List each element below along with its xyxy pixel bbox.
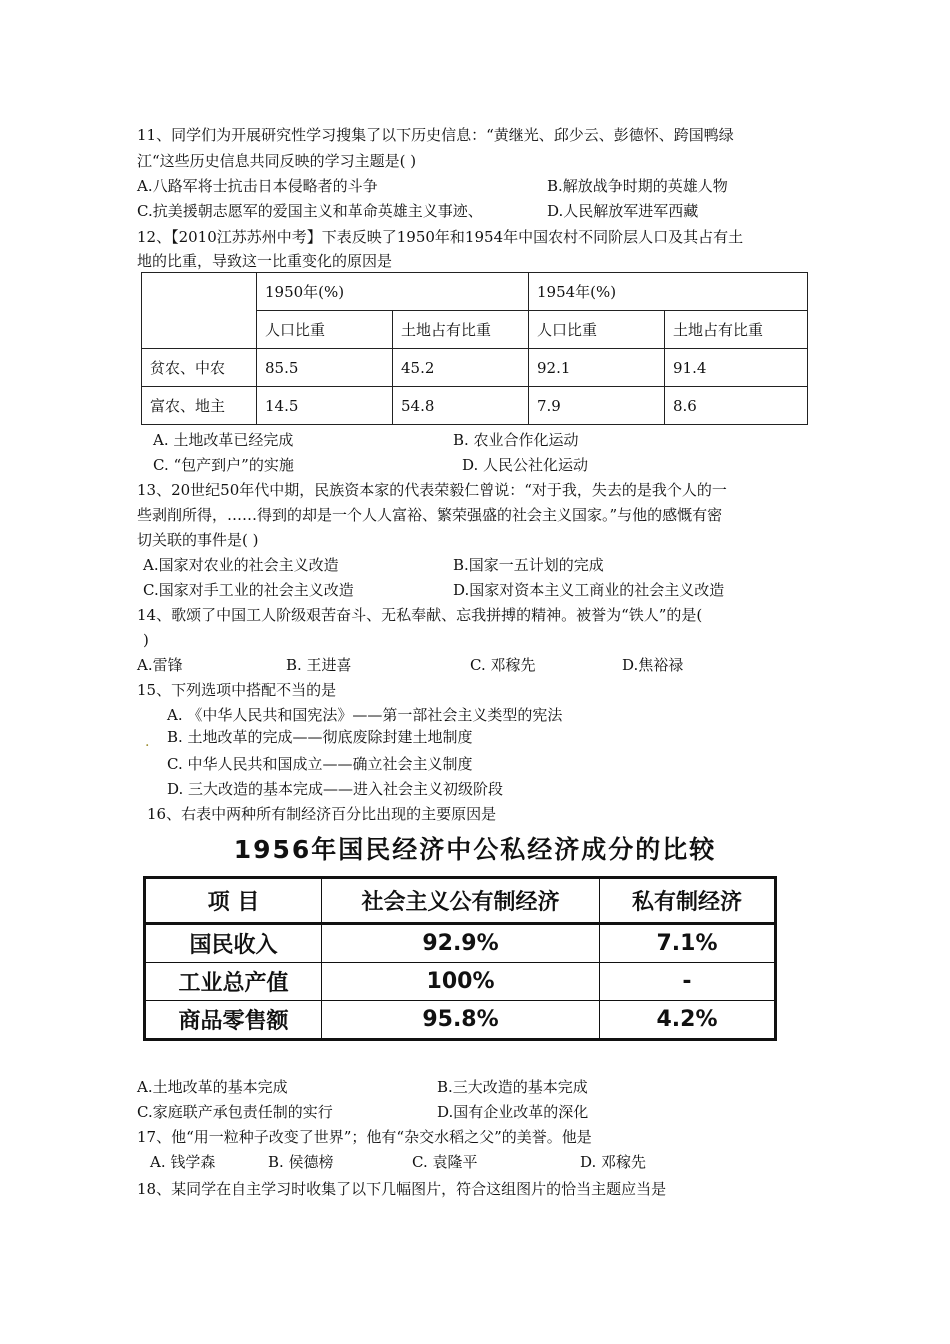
land-ratio-header: 土地占有比重 xyxy=(393,311,529,349)
q11-option-d: D.人民解放军进军西藏 xyxy=(547,202,699,220)
q13-stem-line3: 切关联的事件是( ) xyxy=(137,531,259,549)
q14-stem-line2: ) xyxy=(143,631,149,649)
population-ratio-header: 人口比重 xyxy=(257,311,393,349)
private-value: - xyxy=(600,963,776,1001)
table-cell: 45.2 xyxy=(393,349,529,387)
table-cell: 85.5 xyxy=(257,349,393,387)
q11-option-b: B.解放战争时期的英雄人物 xyxy=(547,177,728,195)
table-row xyxy=(145,963,776,1001)
q12-stem-line1: 12、【2010江苏苏州中考】下表反映了1950年和1954年中国农村不同阶层人口及其占有土 xyxy=(137,228,744,246)
q12-option-a: A. 土地改革已经完成 xyxy=(153,431,294,449)
public-value: 95.8% xyxy=(322,1000,600,1039)
q11-stem-line1: 11、同学们为开展研究性学习搜集了以下历史信息：“黄继光、邱少云、彭德怀、跨国鸭绿 xyxy=(137,126,734,144)
table-cell: 8.6 xyxy=(665,387,808,425)
year-1950-header: 1950年(%) xyxy=(257,273,529,311)
table-cell: 14.5 xyxy=(257,387,393,425)
row-label: 富农、地主 xyxy=(142,387,257,425)
q14-option-c: C. 邓稼先 xyxy=(470,656,536,674)
q17-option-c: C. 袁隆平 xyxy=(412,1153,478,1171)
q13-option-a: A.国家对农业的社会主义改造 xyxy=(143,556,339,574)
public-economy-header: 社会主义公有制经济 xyxy=(322,878,600,924)
year-1954-header: 1954年(%) xyxy=(529,273,808,311)
q15-option-d: D. 三大改造的基本完成——进入社会主义初级阶段 xyxy=(167,780,504,798)
public-value: 92.9% xyxy=(322,924,600,963)
q16-option-b: B.三大改造的基本完成 xyxy=(437,1078,588,1096)
item-header: 项 目 xyxy=(145,878,322,924)
q16-stem-line1: 16、右表中两种所有制经济百分比出现的主要原因是 xyxy=(147,805,497,823)
q12-stem-line2: 地的比重，导致这一比重变化的原因是 xyxy=(137,252,393,270)
row-label: 商品零售额 xyxy=(145,1000,322,1039)
economy-table-title: 1956年国民经济中公私经济成分的比较 xyxy=(233,835,717,864)
q14-option-d: D.焦裕禄 xyxy=(622,656,684,674)
q17-stem-line1: 17、他“用一粒种子改变了世界”；他有“杂交水稻之父”的美誉。他是 xyxy=(137,1128,592,1146)
q15-option-c: C. 中华人民共和国成立——确立社会主义制度 xyxy=(167,755,473,773)
land-ratio-table xyxy=(141,272,808,425)
table-row xyxy=(145,1000,776,1039)
q11-option-c: C.抗美援朝志愿军的爱国主义和革命英雄主义事迹、 xyxy=(137,202,483,220)
stray-mark: . xyxy=(145,734,150,750)
q17-option-d: D. 邓稼先 xyxy=(580,1153,647,1171)
q13-stem-line2: 些剥削所得，……得到的却是一个人人富裕、繁荣强盛的社会主义国家。”与他的感慨有密 xyxy=(137,506,723,524)
q17-option-a: A. 钱学森 xyxy=(150,1153,216,1171)
q14-option-b: B. 王进喜 xyxy=(286,656,352,674)
q13-option-b: B.国家一五计划的完成 xyxy=(453,556,604,574)
land-ratio-header: 土地占有比重 xyxy=(665,311,808,349)
q12-option-c: C. “包产到户”的实施 xyxy=(153,456,294,474)
q16-option-c: C.家庭联产承包责任制的实行 xyxy=(137,1103,333,1121)
table-cell: 91.4 xyxy=(665,349,808,387)
q15-option-b: B. 土地改革的完成——彻底废除封建土地制度 xyxy=(167,728,473,746)
row-label: 贫农、中农 xyxy=(142,349,257,387)
q18-stem-line1: 18、某同学在自主学习时收集了以下几幅图片，符合这组图片的恰当主题应当是 xyxy=(137,1180,667,1198)
economy-composition-table xyxy=(143,876,777,1041)
row-label: 国民收入 xyxy=(145,924,322,963)
population-ratio-header: 人口比重 xyxy=(529,311,665,349)
q14-stem-line1: 14、歌颂了中国工人阶级艰苦奋斗、无私奉献、忘我拼搏的精神。被誉为“铁人”的是( xyxy=(137,606,703,624)
q13-option-d: D.国家对资本主义工商业的社会主义改造 xyxy=(453,581,725,599)
table-row xyxy=(145,924,776,963)
public-value: 100% xyxy=(322,963,600,1001)
private-economy-header: 私有制经济 xyxy=(600,878,776,924)
table-corner-cell xyxy=(142,273,257,349)
table-row xyxy=(142,349,808,387)
q14-option-a: A.雷锋 xyxy=(137,656,183,674)
table-cell: 92.1 xyxy=(529,349,665,387)
q15-option-a: A. 《中华人民共和国宪法》——第一部社会主义类型的宪法 xyxy=(167,706,563,724)
q11-stem-line2: 江“这些历史信息共同反映的学习主题是( ) xyxy=(137,152,417,170)
private-value: 7.1% xyxy=(600,924,776,963)
table-cell: 7.9 xyxy=(529,387,665,425)
table-row xyxy=(142,387,808,425)
q16-option-a: A.土地改革的基本完成 xyxy=(137,1078,288,1096)
row-label: 工业总产值 xyxy=(145,963,322,1001)
q11-option-a: A.八路军将士抗击日本侵略者的斗争 xyxy=(137,177,378,195)
q16-option-d: D.国有企业改革的深化 xyxy=(437,1103,589,1121)
q13-option-c: C.国家对手工业的社会主义改造 xyxy=(143,581,354,599)
private-value: 4.2% xyxy=(600,1000,776,1039)
q12-option-d: D. 人民公社化运动 xyxy=(462,456,589,474)
q17-option-b: B. 侯德榜 xyxy=(268,1153,334,1171)
q13-stem-line1: 13、20世纪50年代中期，民族资本家的代表荣毅仁曾说：“对于我，失去的是我个人的一 xyxy=(137,481,727,499)
q12-option-b: B. 农业合作化运动 xyxy=(453,431,579,449)
q15-stem-line1: 15、下列选项中搭配不当的是 xyxy=(137,681,337,699)
table-cell: 54.8 xyxy=(393,387,529,425)
